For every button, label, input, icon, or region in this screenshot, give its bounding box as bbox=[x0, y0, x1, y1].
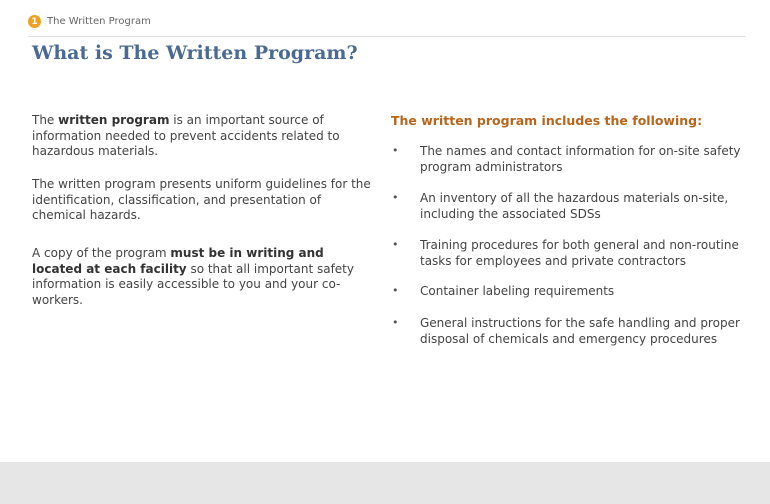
paragraph-copy bbox=[32, 246, 372, 308]
list-item bbox=[391, 144, 741, 175]
bullet-mark: • bbox=[392, 191, 399, 204]
breadcrumb-label: The Written Program bbox=[47, 16, 151, 27]
list-item-text: Training procedures for both general and non-routine tasks for employees and private contractors bbox=[420, 238, 739, 268]
list-item bbox=[391, 316, 741, 347]
list-item-text: Container labeling requirements bbox=[420, 284, 615, 298]
p3-text-post: so that all important safety information is easily accessible to you and your co-workers. bbox=[32, 261, 354, 307]
p3-text-bold: must be in writing and located at each facility bbox=[32, 246, 324, 276]
bullet-mark: • bbox=[392, 144, 399, 157]
list-item-text: General instructions for the safe handling and proper disposal of chemicals and emergency procedures bbox=[420, 316, 740, 346]
paragraph-written-program bbox=[32, 113, 372, 160]
page-title: What is The Written Program? bbox=[32, 42, 358, 64]
right-column bbox=[391, 113, 741, 346]
p1-text-post: is an important source of information needed to prevent accidents related to hazardous materials. bbox=[32, 113, 340, 158]
p3-text-pre: A copy of the program bbox=[32, 246, 171, 260]
p1-text-pre: The bbox=[32, 113, 59, 127]
list-item-text: An inventory of all the hazardous materials on-site, including the associated SDSs bbox=[420, 191, 729, 221]
includes-heading: The written program includes the following: bbox=[391, 113, 703, 128]
header-divider bbox=[28, 36, 746, 37]
bullet-mark: • bbox=[392, 284, 399, 297]
list-item bbox=[391, 238, 741, 269]
bullet-mark: • bbox=[392, 316, 399, 329]
breadcrumb bbox=[28, 15, 151, 28]
list-item bbox=[391, 191, 741, 222]
list-item bbox=[391, 284, 741, 300]
footer-bar bbox=[0, 462, 770, 504]
bullet-mark: • bbox=[392, 238, 399, 251]
p1-text-bold: written program bbox=[58, 113, 170, 127]
paragraph-guidelines: The written program presents uniform guidelines for the identification, classification, and presentation of chemical hazards. bbox=[32, 177, 371, 222]
step-badge: 1 bbox=[28, 15, 41, 28]
list-item-text: The names and contact information for on-site safety program administrators bbox=[420, 144, 741, 174]
